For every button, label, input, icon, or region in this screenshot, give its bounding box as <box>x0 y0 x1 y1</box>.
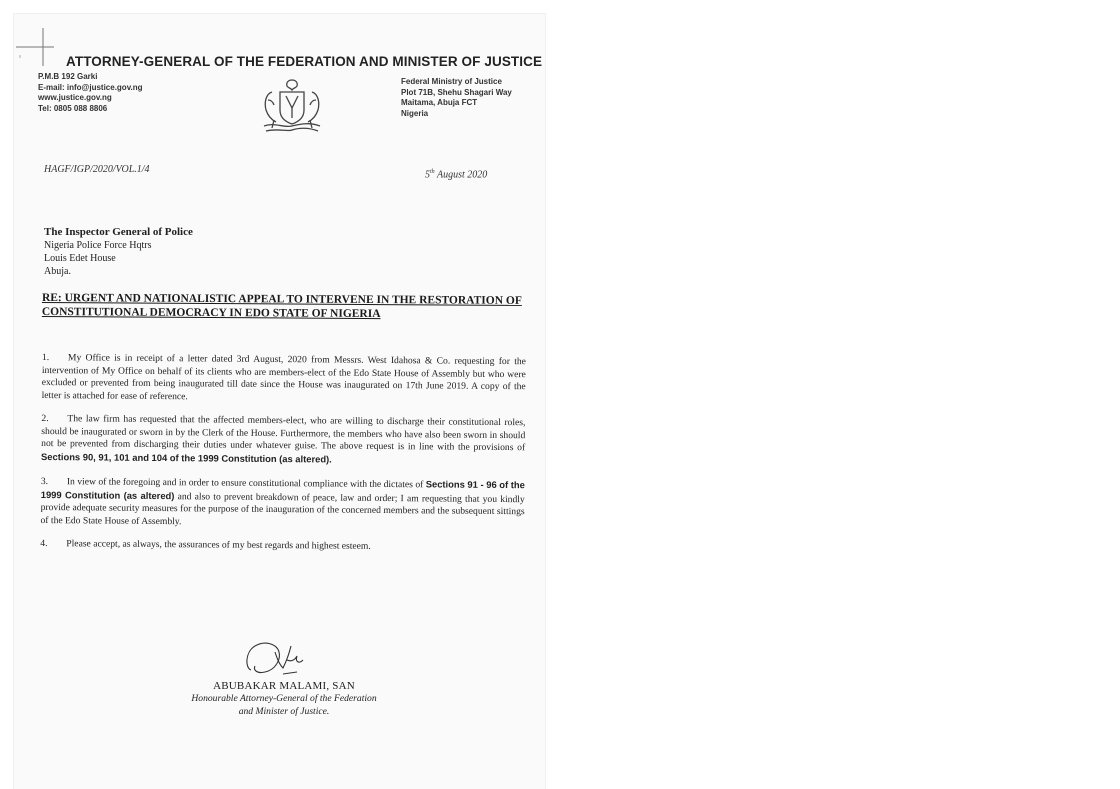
address-line: www.justice.gov.ng <box>38 93 112 102</box>
paragraph <box>40 475 524 531</box>
recipient-line: Louis Edet House <box>44 253 116 264</box>
crop-mark-icon <box>16 24 58 66</box>
paragraph-bold-text: Sections 91 - 96 of the 1999 Constitution (as altered) <box>40 478 525 501</box>
letter-date <box>425 169 487 180</box>
handwritten-signature <box>229 636 319 684</box>
paragraph-number: 2. <box>41 412 49 425</box>
recipient-name: The Inspector General of Police <box>44 226 193 238</box>
paragraph-number: 3. <box>40 475 49 488</box>
paragraph-number: 4. <box>40 537 48 550</box>
coat-of-arms-icon <box>256 74 328 136</box>
signatory-title: Honourable Attorney-General of the Federation <box>191 693 377 704</box>
address-line: E-mail: info@justice.gov.ng <box>38 82 143 92</box>
signature-block <box>134 680 434 718</box>
letterhead-right-address <box>401 77 512 119</box>
signatory-title: and Minister of Justice. <box>238 706 330 717</box>
date-rest: August 2020 <box>434 169 488 181</box>
recipient-block <box>44 226 193 278</box>
subject-line: RE: URGENT AND NATIONALISTIC APPEAL TO INTERVENE IN THE RESTORATION OF CONSTITUTIONAL DEMOCRACY IN EDO STATE OF NIGERIA <box>41 292 522 320</box>
reference-number: HAGF/IGP/2020/VOL.1/4 <box>44 164 150 175</box>
letterhead-left-address <box>38 72 143 114</box>
paragraph-text: and also to prevent breakdown of peace, law and order; I am requesting that you kindly provide adequate security measures for the purpose of the inauguration of the concerned members and the subsequent sittings of the Edo State House of Assembly. <box>40 490 525 527</box>
paragraph-number: 1. <box>41 352 50 364</box>
letterhead-title: ATTORNEY-GENERAL OF THE FEDERATION AND MINISTER OF JUSTICE <box>66 54 543 69</box>
paragraph-text: Please accept, as always, the assurances of my best regards and highest esteem. <box>66 538 371 552</box>
address-line: Plot 71B, Shehu Shagari Way <box>401 87 512 97</box>
recipient-line: Abuja. <box>44 266 71 277</box>
paragraph-text: In view of the foregoing and in order to ensure constitutional compliance with the dictates of <box>66 476 426 491</box>
paragraph-bold-text: Sections 90, 91, 101 and 104 of the 1999 Constitution (as altered). <box>41 450 332 465</box>
address-line: P.M.B 192 Garki <box>38 72 98 81</box>
date-day: 5 <box>425 169 430 181</box>
recipient-line: Nigeria Police Force Hqtrs <box>44 240 152 251</box>
paragraph-text: The law firm has requested that the affected members-elect, who are willing to discharge their constitutional roles, should be inaugurated or sworn in by the Clerk of the House. Furthermore, the members who have also been sworn in should not be prevented from discharging their duties under whatever guise. The above request is in line with the provisions of <box>41 413 526 454</box>
paragraph <box>41 413 525 468</box>
address-line: Federal Ministry of Justice <box>401 77 502 86</box>
paragraph <box>42 352 526 406</box>
address-line: Maitama, Abuja FCT <box>401 98 478 107</box>
address-line: Nigeria <box>401 108 429 118</box>
letter-page <box>14 14 545 789</box>
address-line: Tel: 0805 088 8806 <box>38 103 108 113</box>
paragraph-text: My Office is in receipt of a letter dated 3rd August, 2020 from Messrs. West Idahosa & Co. requesting for the intervention of My Office on behalf of its clients who are members-elect of the Edo State House of Assembly but who were excluded or prevented from being inaugurated till date since the House was inaugurated on 17th June 2019. A copy of the letter is attached for ease of reference. <box>41 352 526 402</box>
letter-body <box>40 352 526 566</box>
date-suffix: th <box>430 169 435 175</box>
paragraph <box>40 538 524 555</box>
signatory-name: ABUBAKAR MALAMI, SAN <box>213 680 355 692</box>
